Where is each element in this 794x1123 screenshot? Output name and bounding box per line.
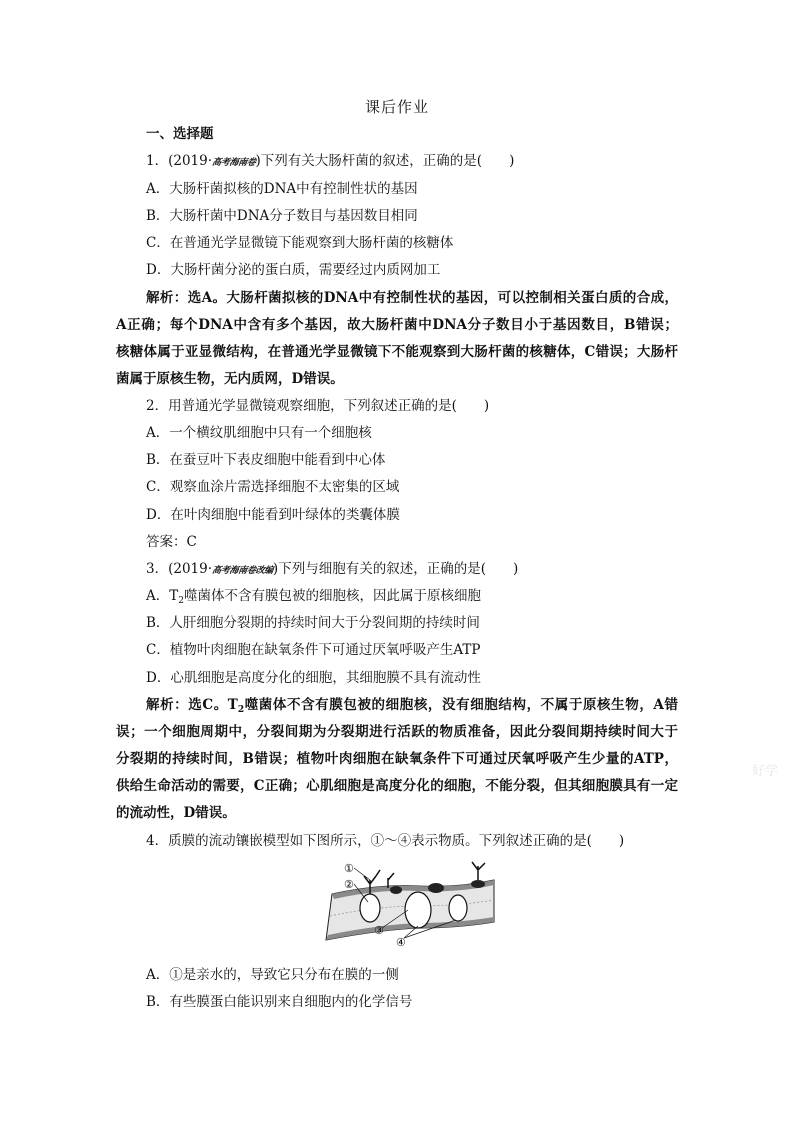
question-3-option-c: C．植物叶肉细胞在缺氧条件下可通过厌氧呼吸产生ATP: [146, 642, 481, 658]
section-heading: 一、选择题: [146, 126, 214, 142]
question-1-explanation-line-2: A正确；每个DNA中含有多个基因，故大肠杆菌中DNA分子数目小于基因数目，B错误；: [116, 317, 678, 333]
membrane-protein: [360, 894, 380, 922]
question-1-text: )下列有关大肠杆菌的叙述，正确的是( ): [255, 153, 515, 169]
peripheral-protein: [390, 886, 402, 894]
figure-label-3: ③: [374, 924, 384, 937]
question-3-explanation-line-1: [146, 696, 678, 714]
question-1-option-d: D．大肠杆菌分泌的蛋白质，需要经过内质网加工: [146, 262, 441, 278]
question-1-option-c: C．在普通光学显微镜下能观察到大肠杆菌的核糖体: [146, 235, 454, 251]
question-2-option-a: A．一个横纹肌细胞中只有一个细胞核: [146, 425, 372, 441]
question-1-explanation-line-3: 核糖体属于亚显微结构，在普通光学显微镜下不能观察到大肠杆菌的核糖体，C错误；大肠杆: [116, 344, 678, 360]
membrane-model-figure: [318, 858, 498, 948]
question-1-source: 高考海南卷: [211, 158, 257, 168]
figure-label-1: ①: [344, 862, 354, 875]
question-1-option-a: A．大肠杆菌拟核的DNA中有控制性状的基因: [146, 181, 418, 197]
question-3-stem: [146, 560, 518, 580]
figure-label-2: ②: [344, 878, 354, 891]
question-2-answer: 答案：C: [146, 534, 197, 550]
question-2-option-d: D．在叶肉细胞中能看到叶绿体的类囊体膜: [146, 507, 400, 523]
figure-label-4: ④: [396, 936, 406, 948]
question-2-option-b: B．在蚕豆叶下表皮细胞中能看到中心体: [146, 452, 386, 468]
question-3-option-a: [146, 587, 481, 605]
page-title: 课后作业: [364, 98, 429, 116]
question-1-stem: [146, 152, 514, 172]
question-3-explanation-text: 噬菌体不含有膜包被的细胞核，没有细胞结构，不属于原核生物，A错: [244, 697, 678, 713]
glycoprotein-chain: [472, 862, 485, 880]
question-3-explanation-line-3: 分裂期的持续时间，B错误；植物叶肉细胞在缺氧条件下可通过厌氧呼吸产生少量的ATP，: [116, 751, 678, 767]
question-2-stem: 2．用普通光学显微镜观察细胞，下列叙述正确的是( ): [146, 398, 490, 414]
question-3-option-a-prefix: A．T: [146, 588, 179, 604]
watermark: 好学: [752, 764, 779, 779]
question-3-source: 高考海南卷改编: [211, 566, 274, 576]
question-3-prefix: 3．(2019·: [146, 561, 213, 577]
question-1-prefix: 1．(2019·: [146, 153, 213, 169]
question-1-option-b: B．大肠杆菌中DNA分子数目与基因数目相同: [146, 208, 418, 224]
question-3-explanation-prefix: 解析：选C。T: [146, 697, 238, 713]
question-3-option-a-text: 噬菌体不含有膜包被的细胞核，因此属于原核细胞: [184, 588, 481, 604]
peripheral-protein: [428, 883, 444, 893]
question-3-option-a-subscript: 2: [178, 596, 184, 606]
question-3-explanation-line-5: 的流动性，D错误。: [116, 805, 236, 821]
question-1-explanation-line-4: 菌属于原核生物，无内质网，D错误。: [116, 371, 344, 387]
membrane-protein: [405, 892, 431, 928]
membrane-protein: [449, 895, 467, 921]
peripheral-protein: [471, 880, 485, 888]
question-3-explanation-line-4: 供给生命活动的需要，C正确；心肌细胞是高度分化的细胞，不能分裂，但其细胞膜具有一定: [116, 778, 678, 794]
question-4-option-b: B．有些膜蛋白能识别来自细胞内的化学信号: [146, 994, 413, 1010]
question-1-explanation-line-1: 解析：选A。大肠杆菌拟核的DNA中有控制性状的基因，可以控制相关蛋白质的合成，: [146, 290, 678, 306]
question-2-option-c: C．观察血涂片需选择细胞不太密集的区域: [146, 479, 400, 495]
question-3-option-b: B．人肝细胞分裂期的持续时间大于分裂间期的持续时间: [146, 615, 480, 631]
question-3-explanation-line-2: 误；一个细胞周期中，分裂间期为分裂期进行活跃的物质准备，因此分裂间期持续时间大于: [116, 724, 678, 740]
question-3-option-d: D．心肌细胞是高度分化的细胞，其细胞膜不具有流动性: [146, 670, 481, 686]
question-4-stem: 4．质膜的流动镶嵌模型如下图所示，①～④表示物质。下列叙述正确的是( ): [146, 833, 625, 849]
question-3-text: )下列与细胞有关的叙述，正确的是( ): [272, 561, 519, 577]
question-4-option-a: A．①是亲水的，导致它只分布在膜的一侧: [146, 967, 399, 983]
question-3-explanation-subscript: 2: [237, 705, 245, 715]
